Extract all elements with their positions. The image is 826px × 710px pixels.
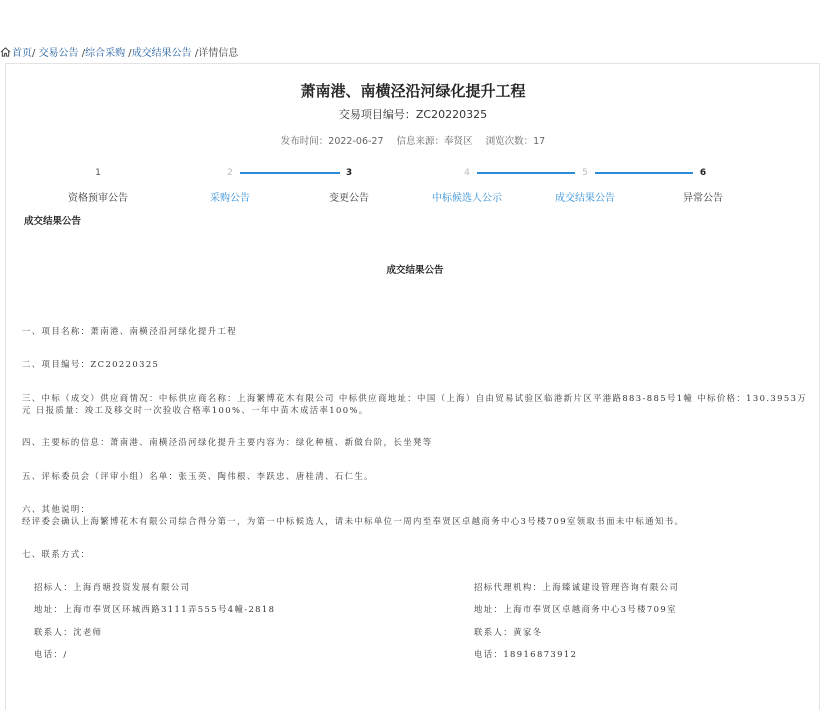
- contact-tenderer-address: 地址：上海市奉贤区环城西路3111弄555号4幢-2818: [34, 604, 276, 614]
- step-number-3: 3: [345, 168, 353, 178]
- breadcrumb-separator: /: [32, 48, 39, 59]
- item-committee: 五、评标委员会（评审小组）名单：张玉英、陶伟根、李跃忠、唐桂清、石仁生。: [22, 471, 374, 481]
- top-blank-area: [0, 0, 826, 40]
- item-project-name: 一、项目名称：萧南港、南横泾沿河绿化提升工程: [22, 326, 238, 336]
- item-project-number: 二、项目编号：ZC20220325: [22, 359, 160, 369]
- breadcrumb-separator: /: [125, 48, 132, 59]
- breadcrumb: [0, 44, 238, 60]
- step-number-5: 5: [582, 168, 588, 178]
- breadcrumb-home-link[interactable]: 首页: [12, 48, 32, 59]
- step-link-result[interactable]: 成交结果公告: [555, 193, 615, 204]
- step-link-procure[interactable]: 采购公告: [210, 193, 250, 204]
- item-main-subject: 四、主要标的信息：萧南港、南横泾沿河绿化提升主要内容为：绿化种植、新做台阶，长坐凳等: [22, 437, 433, 447]
- breadcrumb-current: 详情信息: [198, 48, 239, 59]
- item-contact-heading: 七、联系方式：: [22, 549, 91, 559]
- contact-agency-address: 地址：上海市奉贤区卓越商务中心3号楼709室: [474, 604, 677, 614]
- contact-agency-person: 联系人：黄家冬: [474, 627, 543, 637]
- breadcrumb-separator: /: [78, 48, 86, 59]
- notice-title: 成交结果公告: [386, 265, 444, 276]
- breadcrumb-procure-link[interactable]: 综合采购: [85, 48, 126, 59]
- step-number-2: 2: [227, 168, 233, 178]
- contact-tenderer-phone: 电话：/: [34, 649, 68, 659]
- project-number: 交易项目编号：ZC20220325: [338, 108, 488, 121]
- contact-tenderer: 招标人：上海肖塘投资发展有限公司: [34, 582, 191, 592]
- meta-info: [0, 133, 826, 147]
- publish-time: 发布时间：2022-06-27: [280, 136, 384, 147]
- item-winning-supplier: 三、中标（成交）供应商情况：中标供应商名称：上海繁博花木有限公司 中标供应商地址：中国（上海）自由贸易试验区临港新片区平港路883-885号1幢 中标价格：130.3953万元 日报质量：竣工及移交时一次验收合格率100%、一年中苗木成活率100%。: [22, 393, 808, 415]
- contact-tenderer-person: 联系人：沈老师: [34, 627, 103, 637]
- step-link-candidate[interactable]: 中标候选人公示: [432, 193, 502, 204]
- step-number-1: 1: [95, 168, 101, 178]
- page-title: 萧南港、南横泾沿河绿化提升工程: [300, 82, 526, 100]
- contact-agency: 招标代理机构：上海臻诚建设管理咨询有限公司: [474, 582, 680, 592]
- step-connector-5-6: [595, 172, 693, 174]
- view-count: 浏览次数：17: [485, 136, 546, 147]
- item-other-notes-body: 经评委会确认上海繁博花木有限公司综合得分第一，为第一中标候选人，请未中标单位一周内至奉贤区卓越商务中心3号楼709室领取书面未中标通知书。: [22, 516, 685, 526]
- step-label-abnormal: 异常公告: [683, 193, 723, 204]
- step-connector-4-5: [477, 172, 575, 174]
- breadcrumb-trade-link[interactable]: 交易公告: [38, 48, 79, 59]
- breadcrumb-separator: /: [191, 48, 199, 59]
- step-number-6: 6: [699, 168, 707, 178]
- step-label-prequal: 资格预审公告: [68, 193, 128, 204]
- item-other-notes-heading: 六、其他说明：: [22, 504, 91, 514]
- breadcrumb-result-link[interactable]: 成交结果公告: [131, 48, 192, 59]
- section-title: 成交结果公告: [24, 216, 82, 227]
- step-number-4: 4: [464, 168, 470, 178]
- contact-agency-phone: 电话：18916873912: [474, 649, 578, 659]
- step-connector-2-3: [240, 172, 340, 174]
- info-source: 信息来源：奉贤区: [396, 136, 473, 147]
- step-label-change: 变更公告: [329, 193, 369, 204]
- home-icon[interactable]: [0, 47, 11, 57]
